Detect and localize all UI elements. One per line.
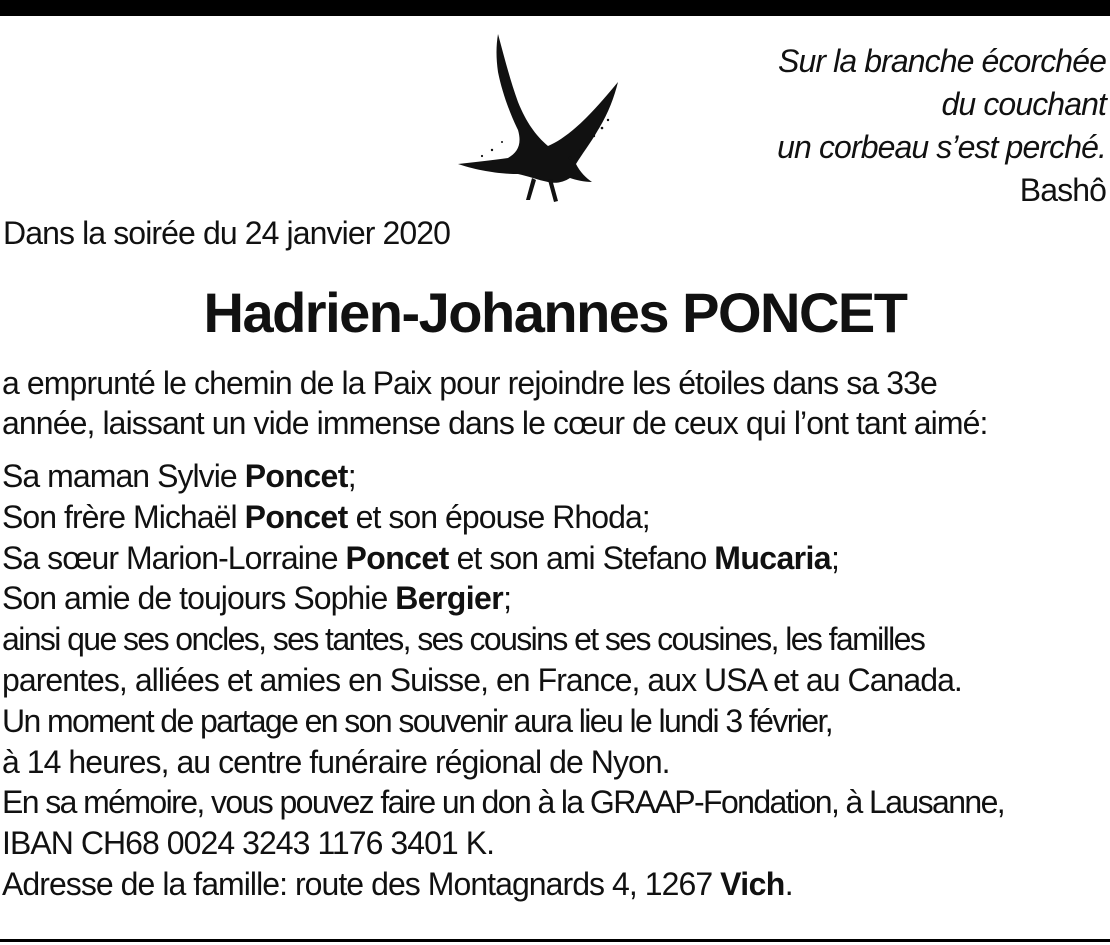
sister-middle: et son ami Stefano [448,539,715,576]
brother-surname: Poncet [244,498,348,535]
intro-line-1: a emprunté le chemin de la Paix pour rejoindre les étoiles dans sa 33e [2,365,937,401]
mother-surname: Poncet [244,458,348,494]
mother-prefix: Sa maman Sylvie [2,458,245,494]
family-list [2,456,1108,905]
brother-suffix: et son épouse Rhoda; [347,498,650,535]
poem-author: Bashô [1019,172,1106,208]
intro-line-2: année, laissant un vide immense dans le cœur de ceux qui l’ont tant aimé: [2,405,988,441]
bottom-border-rule [0,939,1110,942]
poem-line-2: du couchant [941,86,1106,122]
poem-line-1: Sur la branche écorchée [778,43,1106,79]
address-town: Vich [720,865,785,902]
donation-line-1: En sa mémoire, vous pouvez faire un don à la GRAAP-Fondation, à Lausanne, [2,784,1005,821]
friend-surname: Bergier [395,580,504,617]
sister-surname: Poncet [345,539,449,576]
date-of-death: Dans la soirée du 24 janvier 2020 [3,215,451,251]
family-row-sister [2,538,1108,579]
mother-suffix: ; [347,458,356,494]
relatives-line-2: parentes, alliées et amies en Suisse, en France, aux USA et au Canada. [2,661,962,698]
brother-prefix: Son frère Michaël [2,498,245,535]
sister-prefix: Sa sœur Marion-Lorraine [2,539,346,576]
address-prefix: Adresse de la famille: route des Montagnards 4, 1267 [2,865,721,902]
ceremony-line-1: Un moment de partage en son souvenir aura lieu le lundi 3 février, [2,702,833,739]
deceased-name: Hadrien-Johannes PONCET [203,281,907,344]
family-address [2,864,1108,905]
family-row-friend [2,578,1108,619]
epigraph-poem [546,40,1106,212]
ceremony-line-2: à 14 heures, au centre funéraire régional de Nyon. [2,743,670,780]
friend-suffix: ; [503,580,512,617]
intro-paragraph [2,363,1108,443]
relatives-line-1: ainsi que ses oncles, ses tantes, ses cousins et ses cousines, les familles [2,621,925,658]
poem-line-3: un corbeau s’est perché. [777,129,1106,165]
family-row-mother [2,456,1108,497]
sister-partner-surname: Mucaria [714,539,832,576]
donation-line-2: IBAN CH68 0024 3243 1176 3401 K. [2,825,495,862]
top-border-rule [0,0,1110,16]
family-row-brother [2,497,1108,538]
sister-suffix: ; [831,539,839,576]
friend-prefix: Son amie de toujours Sophie [2,580,396,617]
address-suffix: . [784,865,793,902]
